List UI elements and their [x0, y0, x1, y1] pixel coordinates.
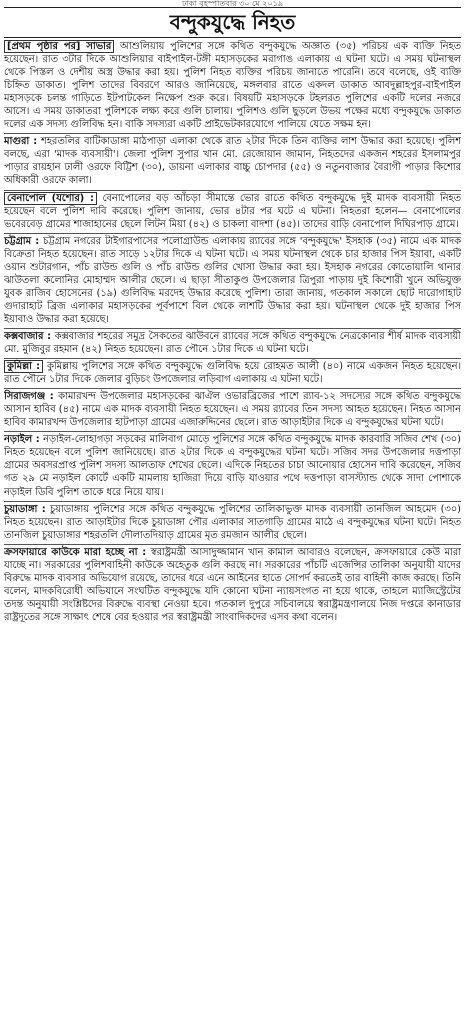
paragraph-location: মাগুরা : — [4, 136, 38, 148]
paragraph-text: চট্টগ্রাম নগরের টাইগারপাসের পলোগ্রাউন্ড এলাকায় র‌্যাবের সঙ্গে 'বন্দুকযুদ্ধে' ইসহাক (৩৫) নামে এক মাদক বিক্রেতা নিহত হয়েছেন। রাত সাড়ে ১২টার দিকে এ ঘটনা ঘটে। এ সময় ঘটনাস্থল থেকে চার হাজার পিস ইয়াবা, একটি ওয়ান শুটারগান, পাঁচ রাউন্ড গুলি ও পাঁচ রাউন্ড গুলির খোসা উদ্ধার করা হয়। ইসহাক নগরের কোতোয়ালি থানার ঝাউতলা কলোনির মোহাম্মদ আলীর ছেলে। এ ছাড়া সীতাকুণ্ড উপজেলার ত্রিপুরা পাড়ায় দুই কিশোরী খুনে অভিযুক্ত যুবক রাজিব হোসেনের (১৯) গুলিবিদ্ধ মরদেহ উদ্ধার করেছে পুলিশ। তারা জানায়, গতকাল সকালে ছোট দারোগাহাট গুদারাহাট ব্রিজ এলাকার মহাসড়কের পূর্বপাশে বিল থেকে লাশটি উদ্ধার করা হয়। ঘটনাস্থল থেকে দুই হাজার পিস ইয়াবাও উদ্ধার করা হয়েছে। — [4, 235, 461, 325]
paragraph-text: বেনাপোলের বড় আঁচড়া সীমান্তে ভোর রাতে কথিত বন্দুকযুদ্ধে দুই মাদক ব্যবসায়ী নিহত হয়েছেন বলে পুলিশ দাবি করেছে। পুলিশ জানায়, ভোর ৪টার পর ঘটে এ ঘটনা। নিহতরা হলেন— বেনাপোলের ভবেরবেড় গ্রামের শাজাহানের ছেলে লিটন মিয়া (৪২) ও চাকলা বাদশা (৪৫)। তাদের বাড়ি বেনাপোল দিঘিরপাড় গ্রামে। — [4, 192, 461, 230]
headline: বন্দুকযুদ্ধে নিহত — [169, 10, 296, 34]
paragraph-text: আশুলিয়ায় পুলিশের সঙ্গে কথিত বন্দুকযুদ্ধে অজ্ঞাত (৩৫) পরিচয় এক ব্যক্তি নিহত হয়েছেন। রাত ৩টার দিকে আশুলিয়ার বাইপাইল-টঙ্গী মহাসড়কের মরাগাঙ এলাকায় এ ঘটনা ঘটে। এ সময় ঘটনাস্থল থেকে পিস্তল ও দেশীয় অস্ত্র উদ্ধার করা হয়। পুলিশ নিহত ব্যক্তির পরিচয় জানাতে পারেনি। তবে বলেছে, ওই ব্যক্তি চিহ্নিত ডাকাত। পুলিশ তাদের বিবরণে আরও জানিয়েছে, মঙ্গলবার রাতে একদল ডাকাত আবদুল্লাহপুর-বাইপাইল মহাসড়কে চলন্ত গাড়িতে ইটপাটকেল নিক্ষেপ শুরু করে। বিষয়টি মহাসড়কে টহলরত পুলিশের একটি দলের নজরে আসে। এ সময় ডাকাতরা পুলিশকে লক্ষ্য করে গুলি চালায়। পুলিশও গুলি ছুড়লে উভয় পক্ষের মধ্যে বন্দুকযুদ্ধে ডাকাত দলের এক সদস্য গুলিবিদ্ধ হন। বাকি সদস্যরা একটি প্রাইভেটকারযোগে পালিয়ে যেতে সক্ষম হন। — [4, 41, 461, 131]
paragraph-cumilla — [4, 360, 461, 389]
paragraph-text: কামারখন্দ উপজেলার মহাসড়কের ঝাঐল ওভারব্রিজের পাশে র‌্যাব-১২ সদস্যের সঙ্গে কথিত বন্দুকযুদ্ধে আসান হাবিব (৪৫) নামে এক মাদক ব্যবসায়ী নিহত হয়েছেন। এ সময় র‌্যাবের তিন সদস্য আহত হয়েছেন। নিহত আসান হাবিব কামারখন্দ উপজেলার হাটপাড়া গ্রামের এজারুদ্দিনের ছেলে। রাত আড়াইটার দিকে এ বন্দুকযুদ্ধের ঘটনা ঘটে। — [4, 391, 461, 429]
article-body — [4, 40, 461, 1030]
paragraph-chuadanga — [4, 503, 461, 545]
paragraph-location: কক্সবাজার : — [4, 330, 52, 342]
top-rule — [4, 7, 461, 8]
header-clip: ঢাকা বৃহস্পতিবার ৩০ মে ২০১৯ — [181, 0, 284, 7]
paragraph-sirajganj — [4, 390, 461, 432]
paragraph-text: কক্সবাজার শহরের সমুদ্র সৈকতের ঝাউবনে র‌্যাবের সঙ্গে কথিত বন্দুকযুদ্ধে নেত্রকোনার শীর্ষ মাদক ব্যবসায়ী মো. মুজিবুর রহমান (৪২) নিহত হয়েছেন। রাত পৌনে ১টার দিকে এ ঘটনা ঘটে। — [4, 330, 461, 356]
paragraph-benapole — [4, 192, 461, 234]
paragraph-text: স্বরাষ্ট্রমন্ত্রী আসাদুজ্জামান খান কামাল আবারও বলেছেন, ক্রসফায়ারে কেউ মারা যাচ্ছে না। সরকারের পুলিশবাহিনী কাউকে অহেতুক গুলি করছে না। সরকারের পাঁচটি এজেন্সির তালিকা অনুযায়ী যাদের বিরুদ্ধে মাদক ব্যবসার অভিযোগ রয়েছে, তাদের ধরে এনে আইনের হাতে সোপর্দ করতেই তার বাহিনী কাজ করছে। তিনি বলেন, মাদকবিরোধী অভিযানে সংঘটিত বন্দুকযুদ্ধে যদি কোনো ঘটনা ন্যায়সংগত না হয়ে থাকে, তাহলে ম্যাজিস্ট্রেটের তদন্ত অনুযায়ী সংশ্লিষ্টদের বিরুদ্ধে ব্যবস্থা নেওয়া হবে। গতকাল দুপুরে সচিবালয়ে স্বরাষ্ট্রমন্ত্রণালয়ে নিজ দপ্তরে কানাডার রাষ্ট্রদূতের সঙ্গে সাক্ষাৎ শেষে বের হওয়ার পর স্বরাষ্ট্রমন্ত্রী সাংবাদিকদের এসব কথা বলেন। — [4, 546, 461, 623]
paragraph-location: [প্রথম পৃষ্ঠার পর] সাভার — [4, 40, 114, 53]
paragraph-coxsbazar — [4, 330, 461, 359]
paragraph-narail — [4, 433, 461, 501]
paragraph-location: চট্টগ্রাম : — [4, 235, 40, 247]
paragraph-location: ক্রসফায়ারে কাউকে মারা হচ্ছে না : — [4, 546, 147, 558]
paragraph-savar — [4, 40, 461, 134]
paragraph-location: সিরাজগঞ্জ : — [4, 391, 54, 403]
paragraph-text: চুয়াডাঙ্গায় পুলিশের সঙ্গে কথিত বন্দুকযুদ্ধে পুলিশের তালিকাভুক্ত মাদক ব্যবসায়ী তানজিল আহমেদ (৩০) নিহত হয়েছেন। রাত আড়াইটার দিকে চুয়াডাঙ্গা পৌর এলাকার সাতগাড়ি গ্রামের মাঠে এ বন্দুকযুদ্ধের ঘটনা ঘটে। নিহত তানজিল চুয়াডাঙ্গার শহরতলি দৌলাতদিয়াড় গ্রামের মৃত রমজান আলীর ছেলে। — [4, 503, 461, 541]
paragraph-text: শহরতলির বাটিকাডাঙ্গা মাঠপাড়া এলাকা থেকে রাত ২টার দিকে তিন ব্যক্তির লাশ উদ্ধার করা হয়েছে। পুলিশ বলছে, এরা 'মাদক ব্যবসায়ী'। জেলা পুলিশ সুপার খান মো. রেজোয়ান জামান, নিহতদের একজন শহরের ইসলামপুর পাড়ার রায়হান ঢালী ওরফে বিট্টিশ (৩০), ডায়না এলাকার বাচ্চু চোপদার (৫৫) ও নতুনবাজার বৈরাগী পাড়ার কিশোর অধিকারী ওরফে কালা। — [4, 136, 461, 187]
paragraph-crossfire — [4, 546, 461, 626]
headline-rule — [4, 37, 461, 38]
paragraph-text: নড়াইল-লোহাগড়া সড়কের মালিবাগ মোড়ে পুলিশের সঙ্গে কথিত বন্দুকযুদ্ধে মাদক কারবারি সজিব শেখ (৩০) নিহত হয়েছেন বলে পুলিশ জানিয়েছে। রাত ২টার দিকে এ বন্দুকযুদ্ধের ঘটনা ঘটে। সজিব সদর উপজেলার দত্তপাড়া গ্রামের অবসরপ্রাপ্ত পুলিশ সদস্য আলতাফ শেখের ছেলে। এদিকে নিহতের চাচা আনোয়ার হোসেন দাবি করেছেন, সজিব গত ২৯ মে নড়াইল কোর্টে একটি মামলায় হাজিরা দিয়ে বাড়ি যাওয়ার পথে দত্তপাড়া বাসস্ট্যান্ড থেকে সাদা পোশাকে নড়াইল ডিবি পুলিশ তাকে ধরে নিয়ে যায়। — [4, 434, 461, 498]
paragraph-location: চুয়াডাঙ্গা : — [4, 503, 46, 515]
paragraph-magura — [4, 135, 461, 190]
paragraph-location: কুমিল্লা : — [4, 360, 43, 373]
paragraph-location: বেনাপোল (যশোর) : — [4, 192, 97, 205]
paragraph-location: নড়াইল : — [4, 434, 40, 446]
paragraph-chattogram — [4, 235, 461, 329]
paragraph-text: কুমিল্লায় পুলিশের সঙ্গে কথিত বন্দুকযুদ্ধে গুলিবিদ্ধ হয়ে রোহমত আলী (৪০) নামে একজন নিহত হয়েছেন। রাত পৌনে ১টার দিকে জেলার বুড়িচং উপজেলার লড়িবাগ এলাকায় এ ঘটনা ঘটে। — [4, 361, 461, 386]
